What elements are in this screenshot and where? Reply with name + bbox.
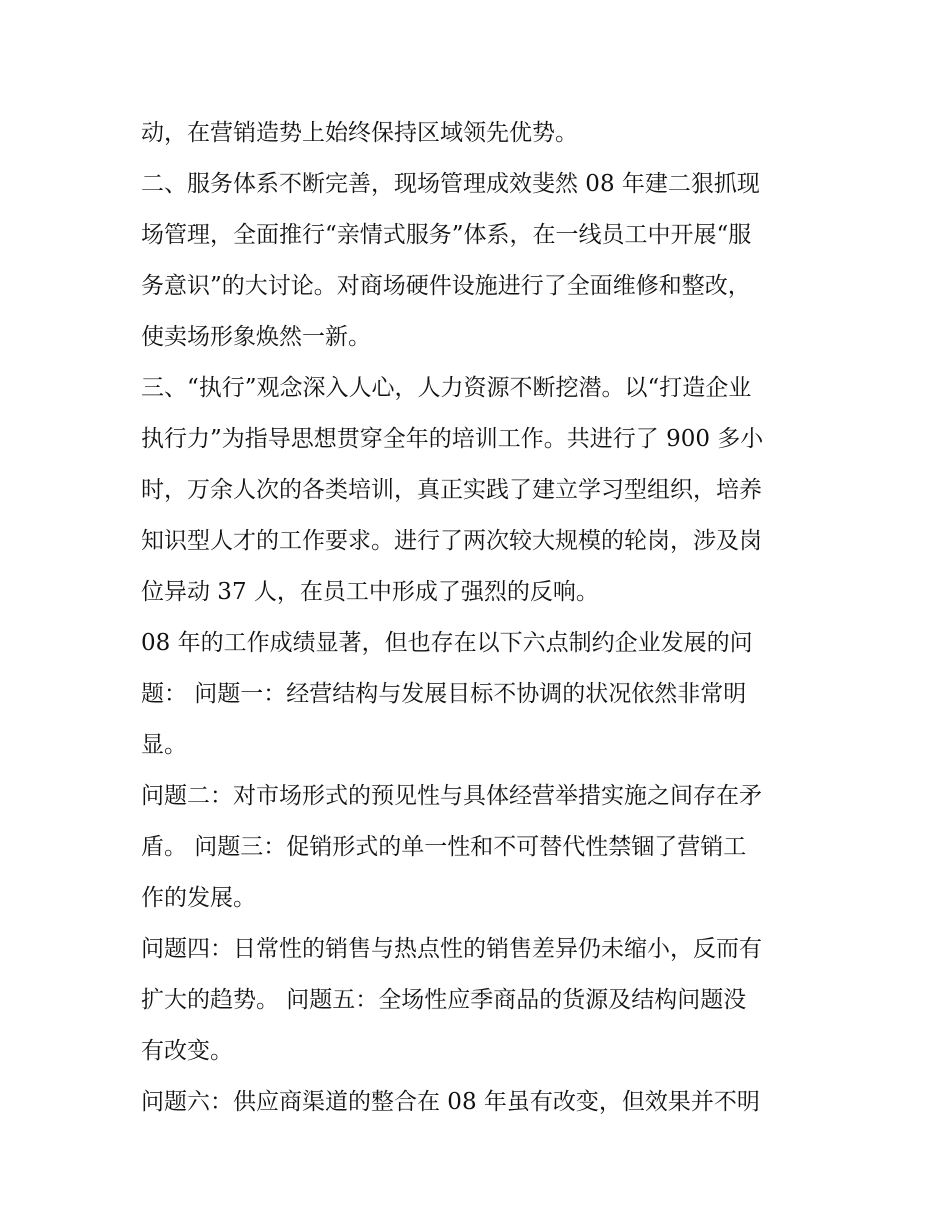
text-line: 知识型人才的工作要求。进行了两次较大规模的轮岗，涉及岗 bbox=[141, 528, 762, 554]
text-line: 三、“执行”观念深入人心，人力资源不断挖潜。以“打造企业 bbox=[141, 375, 752, 401]
text-line: 扩大的趋势。 问题五：全场性应季商品的货源及结构问题没 bbox=[141, 987, 747, 1013]
text-line: 位异动 37 人，在员工中形成了强烈的反响。 bbox=[141, 579, 599, 605]
document-body bbox=[141, 108, 821, 1128]
text-line: 作的发展。 bbox=[141, 885, 256, 911]
text-line: 使卖场形象焕然一新。 bbox=[141, 324, 371, 350]
text-line: 有改变。 bbox=[141, 1038, 233, 1064]
text-line: 问题二：对市场形式的预见性与具体经营举措实施之间存在矛 bbox=[141, 783, 762, 809]
text-line: 动，在营销造势上始终保持区域领先优势。 bbox=[141, 120, 578, 146]
text-line: 时，万余人次的各类培训，真正实践了建立学习型组织，培养 bbox=[141, 477, 762, 503]
text-line: 问题六：供应商渠道的整合在 08 年虽有改变，但效果并不明 bbox=[141, 1089, 760, 1115]
text-line: 务意识”的大讨论。对商场硬件设施进行了全面维修和整改， bbox=[141, 273, 751, 299]
text-line: 场管理，全面推行“亲情式服务”体系，在一线员工中开展“服 bbox=[141, 222, 752, 248]
text-line: 显。 bbox=[141, 732, 187, 758]
text-line: 盾。 问题三：促销形式的单一性和不可替代性禁锢了营销工 bbox=[141, 834, 747, 860]
text-line: 问题四：日常性的销售与热点性的销售差异仍未缩小，反而有 bbox=[141, 936, 762, 962]
text-line: 二、服务体系不断完善，现场管理成效斐然 08 年建二狠抓现 bbox=[141, 171, 760, 197]
text-line: 题： 问题一：经营结构与发展目标不协调的状况依然非常明 bbox=[141, 681, 747, 707]
text-line: 执行力”为指导思想贯穿全年的培训工作。共进行了 900 多小 bbox=[141, 426, 764, 452]
text-line: 08 年的工作成绩显著，但也存在以下六点制约企业发展的问 bbox=[141, 630, 753, 656]
